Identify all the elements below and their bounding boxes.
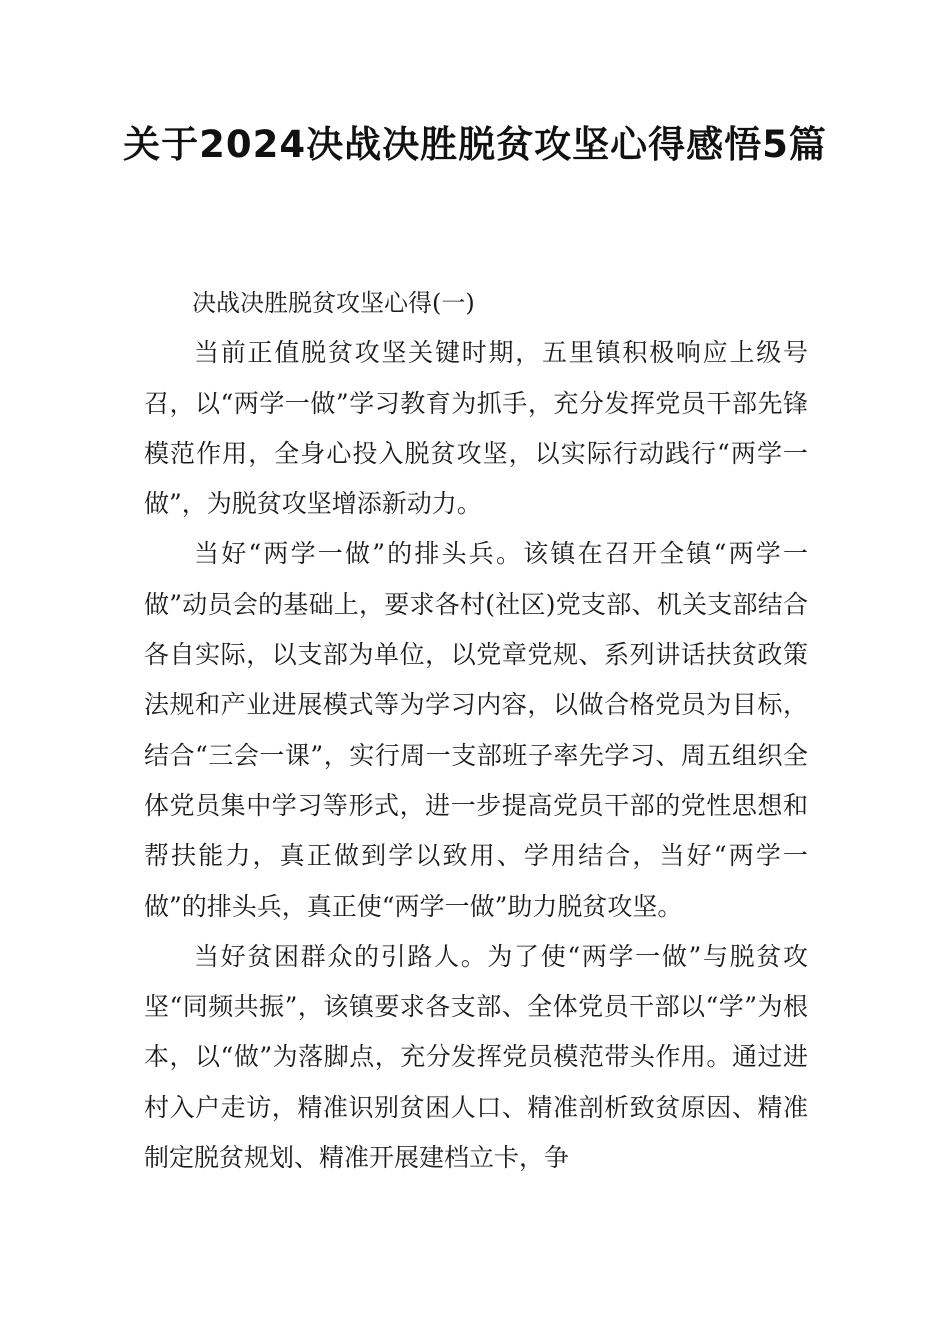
body-paragraph-1: 当前正值脱贫攻坚关键时期，五里镇积极响应上级号召，以“两学一做”学习教育为抓手，充分发挥党员干部先锋模范作用，全身心投入脱贫攻坚，以实际行动践行“两学一做”，为脱贫攻坚增添新动力。 bbox=[144, 338, 808, 519]
section-heading: 决战决胜脱贫攻坚心得(一) bbox=[192, 289, 475, 317]
body-paragraph-3: 当好贫困群众的引路人。为了使“两学一做”与脱贫攻坚“同频共振”，该镇要求各支部、全体党员干部以“学”为根本，以“做”为落脚点，充分发挥党员模范带头作用。通过进村入户走访，精准识别贫困人口、精准剖析致贫原因、精准制定脱贫规划、精准开展建档立卡，争 bbox=[144, 941, 808, 1173]
document-title: 关于2024决战决胜脱贫攻坚心得感悟5篇 bbox=[123, 123, 827, 166]
document-body bbox=[144, 278, 808, 1183]
body-paragraph-2: 当好“两学一做”的排头兵。该镇在召开全镇“两学一做”动员会的基础上，要求各村(社区)党支部、机关支部结合各自实际，以支部为单位，以党章党规、系列讲话扶贫政策法规和产业进展模式等为学习内容，以做合格党员为目标，结合“三会一课”，实行周一支部班子率先学习、周五组织全体党员集中学习等形式，进一步提高党员干部的党性思想和帮扶能力，真正做到学以致用、学用结合，当好“两学一做”的排头兵，真正使“两学一做”助力脱贫攻坚。 bbox=[144, 539, 808, 921]
